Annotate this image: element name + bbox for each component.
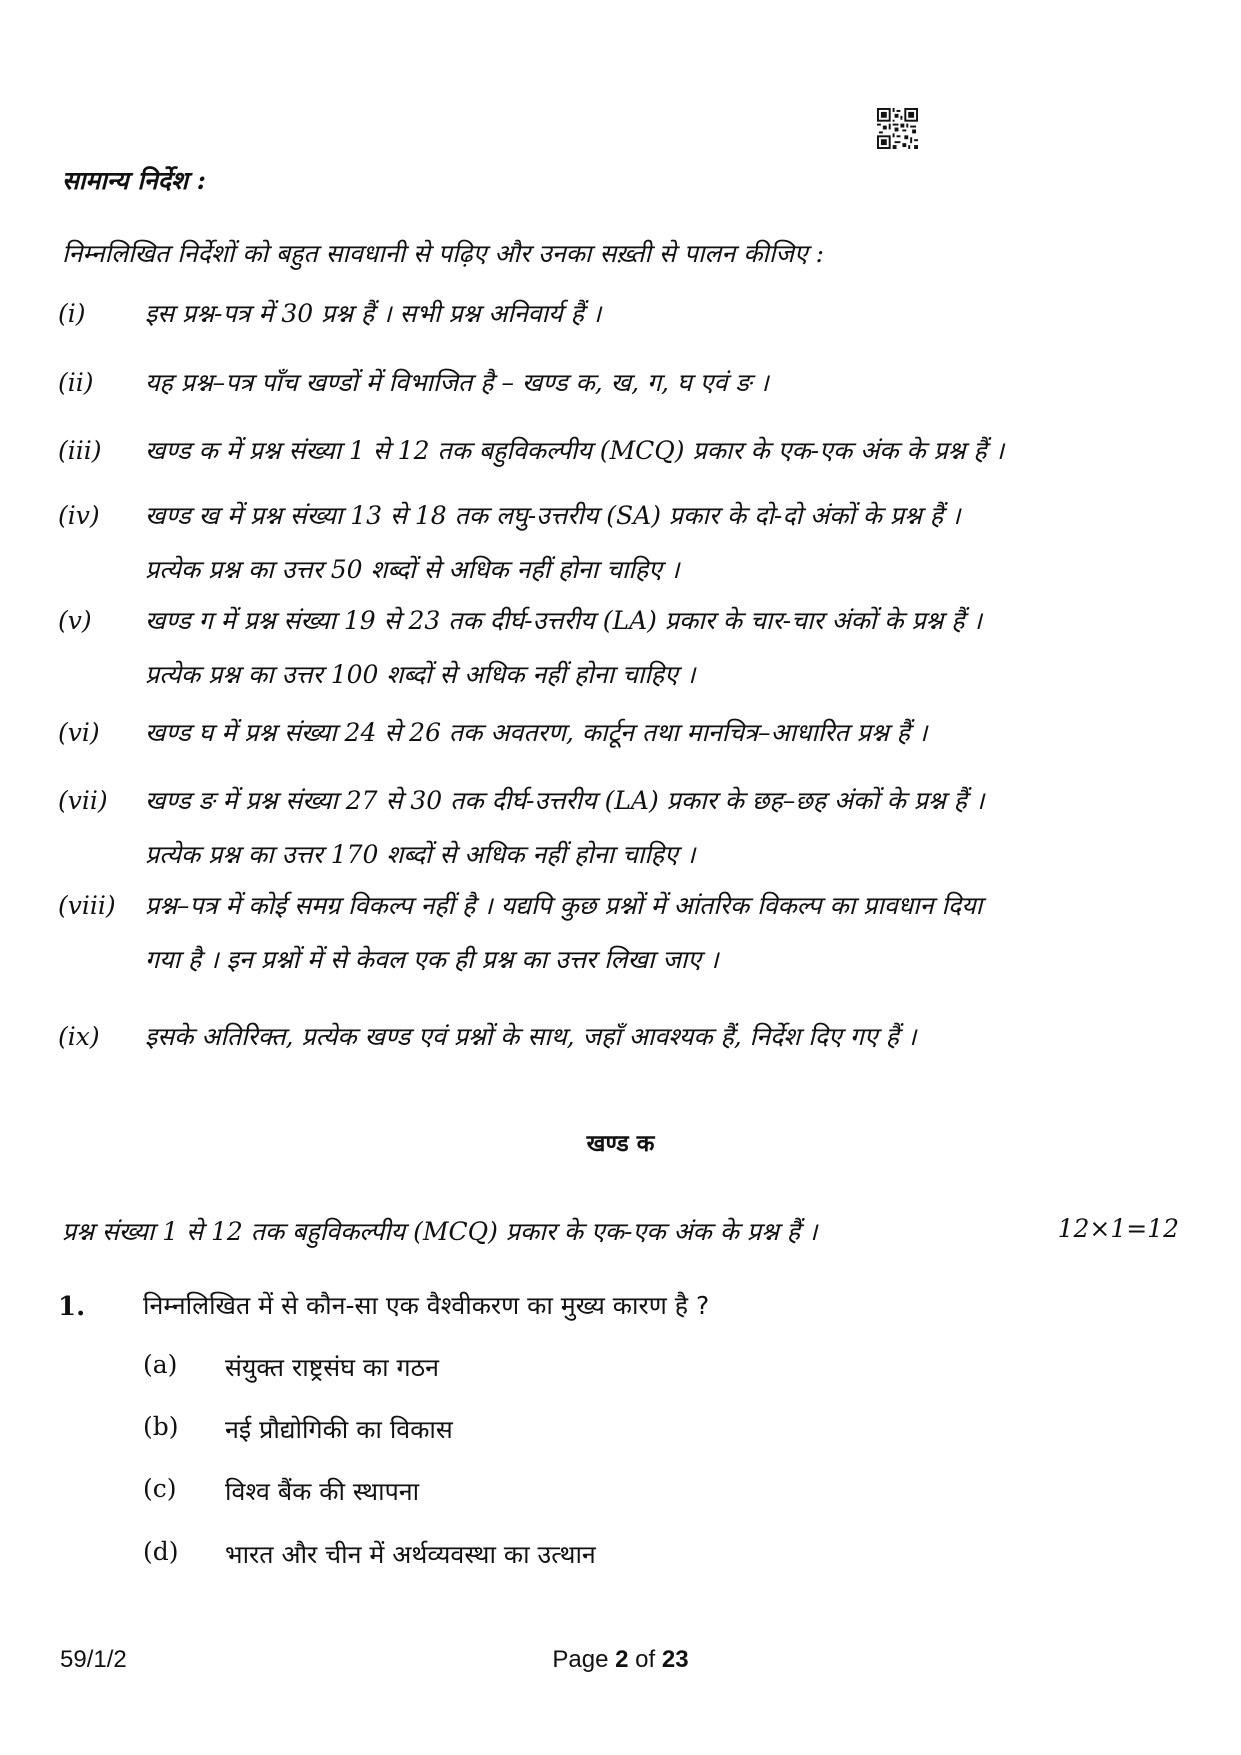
page-total: 23 [661,1646,689,1673]
instruction-line: इसके अतिरिक्त, प्रत्येक खण्ड एवं प्रश्नों के साथ, जहाँ आवश्यक हैं, निर्देश दिए गए हैं । [145,1022,917,1051]
instruction-line: गया है । इन प्रश्नों में से केवल एक ही प्रश्न का उत्तर लिखा जाए । [145,945,719,974]
instruction-number: (i) [58,299,86,328]
instruction-number: (viii) [58,891,116,920]
option-text: नई प्रौद्योगिकी का विकास [225,1415,453,1444]
instruction-number: (vi) [58,718,100,747]
instruction-line: खण्ड क में प्रश्न संख्या 1 से 12 तक बहुविकल्पीय (MCQ) प्रकार के एक-एक अंक के प्रश्न हैं । [145,436,1005,465]
instruction-line: खण्ड ङ में प्रश्न संख्या 27 से 30 तक दीर्घ-उत्तरीय (LA) प्रकार के छह–छह अंकों के प्रश्न हैं । [145,786,985,815]
section-title: खण्ड क [586,1131,655,1157]
instruction-line: खण्ड ख में प्रश्न संख्या 13 से 18 तक लघु-उत्तरीय (SA) प्रकार के दो-दो अंकों के प्रश्न हैं । [145,501,961,530]
section-instruction: प्रश्न संख्या 1 से 12 तक बहुविकल्पीय (MCQ) प्रकार के एक-एक अंक के प्रश्न हैं । [62,1217,818,1246]
instruction-number: (ix) [58,1022,100,1051]
option-label: (a) [143,1350,178,1379]
instruction-number: (ii) [58,368,94,397]
page-of: of [628,1646,662,1673]
option-text: विश्व बैंक की स्थापना [225,1477,420,1506]
option-text: संयुक्त राष्ट्रसंघ का गठन [225,1353,440,1382]
question-number: 1. [58,1292,86,1322]
paper-code: 59/1/2 [60,1646,127,1673]
instruction-number: (iv) [58,501,100,530]
instructions-heading: सामान्य निर्देश : [62,166,206,195]
instruction-number: (vii) [58,786,108,815]
qr-code-icon [877,108,918,149]
section-marks: 12×1=12 [1057,1214,1179,1243]
instruction-line: प्रत्येक प्रश्न का उत्तर 170 शब्दों से अधिक नहीं होना चाहिए । [145,840,696,869]
option-text: भारत और चीन में अर्थव्यवस्था का उत्थान [225,1540,596,1569]
page-prefix: Page [552,1646,616,1673]
instruction-line: प्रत्येक प्रश्न का उत्तर 50 शब्दों से अधिक नहीं होना चाहिए । [145,555,680,584]
question-text: निम्नलिखित में से कौन-सा एक वैश्वीकरण का मुख्य कारण है ? [143,1291,710,1320]
option-label: (b) [143,1412,179,1441]
instruction-line: खण्ड ग में प्रश्न संख्या 19 से 23 तक दीर्घ-उत्तरीय (LA) प्रकार के चार-चार अंकों के प्रश्न हैं । [145,606,982,635]
instruction-number: (v) [58,606,92,635]
instruction-number: (iii) [58,436,102,465]
option-label: (c) [143,1474,177,1503]
instruction-line: इस प्रश्न-पत्र में 30 प्रश्न हैं । सभी प्रश्न अनिवार्य हैं । [145,299,602,328]
instructions-intro: निम्नलिखित निर्देशों को बहुत सावधानी से पढ़िए और उनका सख़्ती से पालन कीजिए : [62,239,825,268]
option-label: (d) [143,1537,179,1566]
page-current: 2 [615,1646,629,1673]
instruction-line: प्रत्येक प्रश्न का उत्तर 100 शब्दों से अधिक नहीं होना चाहिए । [145,660,696,689]
instruction-line: प्रश्न–पत्र में कोई समग्र विकल्प नहीं है । यद्यपि कुछ प्रश्नों में आंतरिक विकल्प का प्रावधान दिया [145,891,983,920]
instruction-line: खण्ड घ में प्रश्न संख्या 24 से 26 तक अवतरण, कार्टून तथा मानचित्र–आधारित प्रश्न हैं । [145,718,928,747]
page-number [0,1646,1241,1674]
instruction-line: यह प्रश्न–पत्र पाँच खण्डों में विभाजित है – खण्ड क, ख, ग, घ एवं ङ । [145,368,769,397]
